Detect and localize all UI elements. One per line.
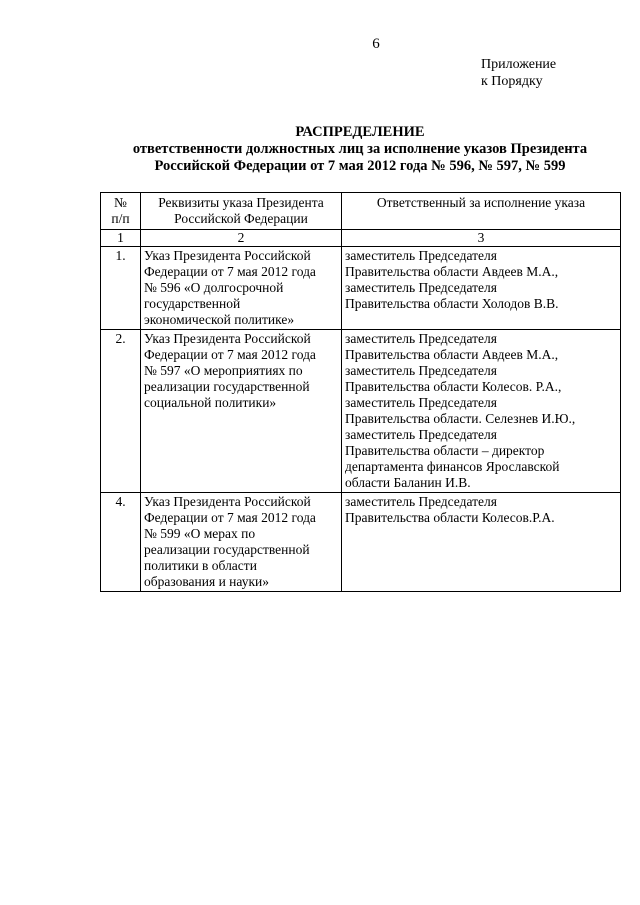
appendix-line-1: Приложение	[481, 57, 557, 72]
header-decree-text: Реквизиты указа Президента Российской Федерации	[158, 195, 324, 226]
header-number	[101, 193, 141, 230]
table-row	[101, 493, 621, 592]
column-number-2: 2	[141, 230, 342, 247]
column-number-row	[101, 230, 621, 247]
appendix-note	[481, 56, 556, 90]
header-responsible-text: Ответственный за исполнение указа	[376, 195, 586, 210]
title-subheading-line-2: Российской Федерации от 7 мая 2012 года № 596, № 597, № 599	[154, 158, 566, 174]
appendix-line-2: к Порядку	[481, 74, 543, 89]
row-responsible: заместитель Председателя Правительства области Авдеев М.А., заместитель Председателя Правительства области Холодов В.В.	[342, 247, 621, 330]
header-number-text: № п/п	[111, 195, 130, 226]
page-number: 6	[372, 36, 380, 52]
row-decree: Указ Президента Российской Федерации от 7 мая 2012 года № 599 «О мерах по реализации государственной политики в области образования и науки»	[141, 493, 342, 592]
header-decree	[141, 193, 342, 230]
row-responsible: заместитель Председателя Правительства области Авдеев М.А., заместитель Председателя Правительства области Колесов. Р.А., заместитель Председателя Правительства области. Селезнев И.Ю., заместитель Председателя Правительства области – директор департамента финансов Ярославской области Баланин И.В.	[342, 330, 621, 493]
document-title	[100, 124, 620, 175]
table-row	[101, 330, 621, 493]
row-index: 1.	[101, 247, 141, 330]
row-decree: Указ Президента Российской Федерации от 7 мая 2012 года № 596 «О долгосрочной государственной экономической политике»	[141, 247, 342, 330]
table-header-row	[101, 193, 621, 230]
column-number-1: 1	[101, 230, 141, 247]
table-row	[101, 247, 621, 330]
title-subheading-line-1: ответственности должностных лиц за исполнение указов Президента	[132, 141, 588, 157]
row-responsible: заместитель Председателя Правительства области Колесов.Р.А.	[342, 493, 621, 592]
distribution-table	[100, 192, 621, 592]
header-responsible	[342, 193, 621, 230]
row-index: 4.	[101, 493, 141, 592]
row-index: 2.	[101, 330, 141, 493]
title-heading: РАСПРЕДЕЛЕНИЕ	[295, 124, 425, 140]
row-decree: Указ Президента Российской Федерации от 7 мая 2012 года № 597 «О мероприятиях по реализации государственной социальной политики»	[141, 330, 342, 493]
column-number-3: 3	[342, 230, 621, 247]
